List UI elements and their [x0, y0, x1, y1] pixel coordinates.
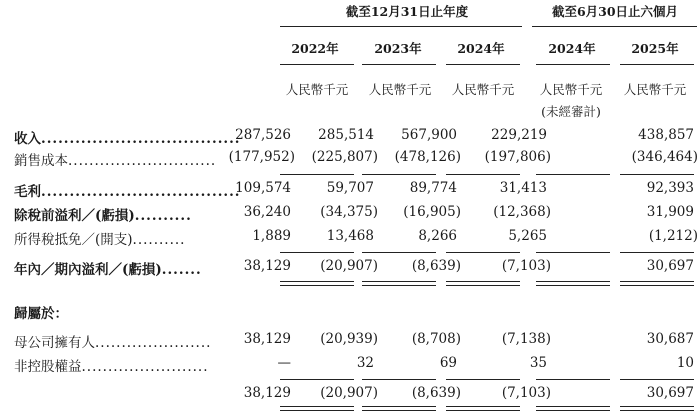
row-label-profit-before-tax: 除稅前溢利／(虧損).......... [14, 208, 192, 224]
double-line-c5 [620, 406, 694, 411]
cell-revenue-2023: 285,514 [318, 127, 374, 143]
double-line-3 [446, 281, 520, 286]
subtotal-line-b1 [280, 252, 354, 253]
cell-revenue-2024: 567,900 [401, 127, 457, 143]
cell-pbt-2022: 36,240 [243, 204, 291, 220]
year-underline-2 [362, 64, 436, 65]
subtotal-line-c1 [280, 379, 354, 380]
cell-owners-h1-2025: 30,687 [646, 331, 694, 347]
subtotal-line-3 [446, 174, 520, 175]
year-header-2: 2023年 [374, 41, 422, 56]
cell-profit-2023: (20,907) [320, 258, 378, 274]
cell-total-2022: 38,129 [243, 385, 291, 401]
row-label-owners: 母公司擁有人...................... [14, 335, 212, 351]
subtotal-line-b5 [620, 252, 694, 253]
cell-nci-2022: — [277, 355, 291, 371]
unit-label-1: 人民幣千元 [285, 82, 349, 97]
cell-revenue-h1-2025: 438,857 [638, 127, 694, 143]
cell-gp-h1-2024: 31,413 [499, 180, 547, 196]
year-header-3: 2024年 [457, 41, 505, 56]
subtotal-line-b3 [446, 252, 520, 253]
subtotal-line-2 [362, 174, 436, 175]
cell-revenue-h1-2024: 229,219 [491, 127, 547, 143]
cell-cost-h1-2024: (197,806) [484, 149, 551, 165]
year-underline-4 [536, 64, 610, 65]
cell-pbt-h1-2024: (12,368) [493, 204, 551, 220]
group-header-six-months: 截至6月30日止六個月 [551, 4, 679, 19]
subtotal-line-b2 [362, 252, 436, 253]
year-underline-1 [280, 64, 354, 65]
cell-total-2024: (8,639) [411, 385, 461, 401]
cell-pbt-h1-2025: 31,909 [646, 204, 694, 220]
row-label-profit-for-period: 年內／期內溢利／(虧損)....... [14, 262, 202, 278]
row-label-revenue: 收入................................... [14, 131, 241, 147]
double-line-c2 [362, 406, 436, 411]
double-line-c4 [536, 406, 610, 411]
cell-nci-h1-2024: 35 [529, 355, 547, 371]
cell-cost-2024: (478,126) [394, 149, 461, 165]
cell-gp-2022: 109,574 [235, 180, 291, 196]
year-header-1: 2022年 [291, 41, 339, 56]
year-header-5: 2025年 [631, 41, 679, 56]
cell-profit-2022: 38,129 [243, 258, 291, 274]
cell-gp-h1-2025: 92,393 [646, 180, 694, 196]
unit-label-5: 人民幣千元 [623, 82, 687, 97]
subtotal-line-1 [280, 174, 354, 175]
cell-cost-2022: (177,952) [228, 149, 295, 165]
cell-nci-2024: 69 [439, 355, 457, 371]
cell-tax-2024: 8,266 [418, 228, 457, 244]
cell-total-2023: (20,907) [320, 385, 378, 401]
cell-profit-h1-2024: (7,103) [501, 258, 551, 274]
cell-profit-2024: (8,639) [411, 258, 461, 274]
double-line-5 [620, 281, 694, 286]
cell-nci-h1-2025: 10 [676, 355, 694, 371]
cell-cost-2023: (225,807) [311, 149, 378, 165]
cell-total-h1-2024: (7,103) [501, 385, 551, 401]
unit-label-2: 人民幣千元 [368, 82, 432, 97]
cell-tax-h1-2025: (1,212) [648, 228, 698, 244]
row-label-cost-of-sales: 銷售成本............................ [14, 153, 217, 169]
cell-total-h1-2025: 30,697 [646, 385, 694, 401]
subtotal-line-c3 [446, 379, 520, 380]
cell-tax-2022: 1,889 [252, 228, 291, 244]
cell-tax-h1-2024: 5,265 [508, 228, 547, 244]
cell-pbt-2024: (16,905) [403, 204, 461, 220]
cell-owners-2022: 38,129 [243, 331, 291, 347]
row-label-nci: 非控股權益........................ [14, 359, 209, 375]
unit-label-3: 人民幣千元 [451, 82, 515, 97]
year-underline-3 [446, 64, 520, 65]
subtotal-line-c2 [362, 379, 436, 380]
cell-cost-h1-2025: (346,464) [631, 149, 698, 165]
cell-profit-h1-2025: 30,697 [646, 258, 694, 274]
subtotal-line-c5 [620, 379, 694, 380]
group-underline-six-months [532, 26, 697, 27]
double-line-1 [280, 281, 354, 286]
subtotal-line-4 [536, 174, 610, 175]
double-line-4 [536, 281, 610, 286]
row-label-gross-profit: 毛利................................... [14, 184, 241, 200]
attributable-heading: 歸屬於： [14, 306, 68, 322]
year-underline-5 [620, 64, 694, 65]
double-line-2 [362, 281, 436, 286]
unaudited-note: (未經審計) [541, 104, 601, 119]
unit-label-4: 人民幣千元 [539, 82, 603, 97]
cell-owners-2024: (8,708) [411, 331, 461, 347]
cell-gp-2023: 59,707 [326, 180, 374, 196]
subtotal-line-5 [620, 174, 694, 175]
cell-pbt-2023: (34,375) [320, 204, 378, 220]
year-header-4: 2024年 [548, 41, 596, 56]
double-line-c3 [446, 406, 520, 411]
cell-owners-h1-2024: (7,138) [501, 331, 551, 347]
cell-owners-2023: (20,939) [320, 331, 378, 347]
subtotal-line-c4 [536, 379, 610, 380]
cell-revenue-2022: 287,526 [235, 127, 291, 143]
cell-nci-2023: 32 [356, 355, 374, 371]
cell-tax-2023: 13,468 [326, 228, 374, 244]
row-label-income-tax: 所得稅抵免／(開支).......... [14, 232, 186, 248]
cell-gp-2024: 89,774 [409, 180, 457, 196]
group-header-fiscal-year: 截至12月31日止年度 [345, 4, 469, 19]
subtotal-line-b4 [536, 252, 610, 253]
group-underline-fiscal-year [280, 26, 522, 27]
double-line-c1 [280, 406, 354, 411]
